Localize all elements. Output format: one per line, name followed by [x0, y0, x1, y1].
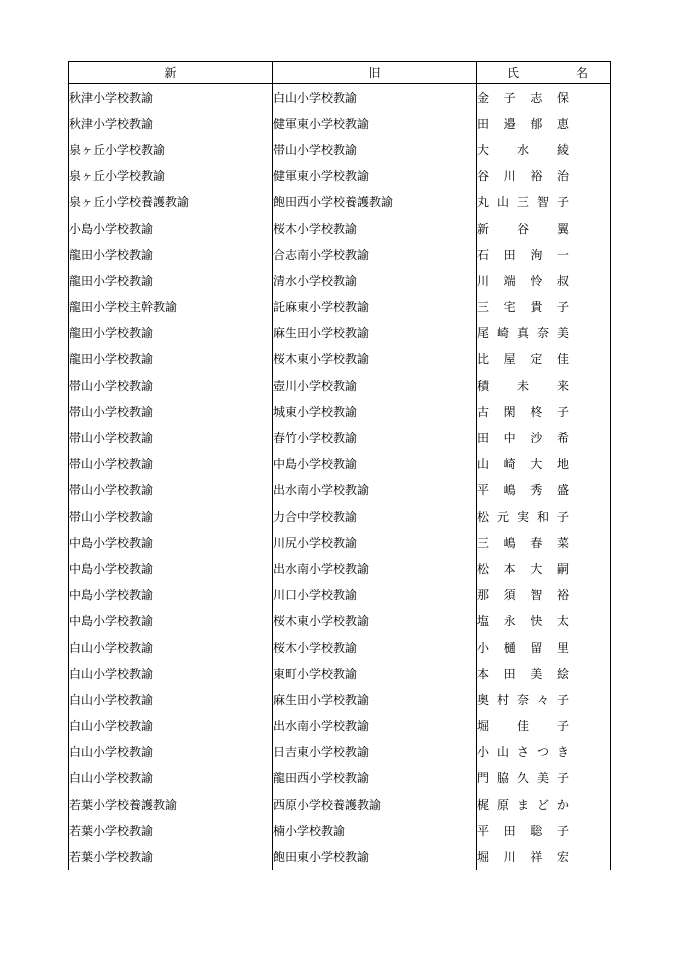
old-position-cell: 力合中学校教諭 — [273, 503, 477, 529]
person-name-char: 秀 — [530, 483, 543, 498]
new-position-cell: 若葉小学校教諭 — [69, 843, 273, 869]
person-name-char: 佳 — [516, 719, 529, 734]
person-name-char: 古 — [477, 404, 490, 419]
person-name-char: 金 — [477, 90, 490, 105]
person-name-char: 山 — [496, 745, 509, 760]
person-name-char: 智 — [536, 195, 549, 210]
person-name-char: 堀 — [477, 719, 490, 734]
person-name-cell — [477, 713, 611, 739]
person-name-char: 宏 — [556, 850, 569, 865]
table-row — [69, 634, 611, 660]
personnel-transfer-table-container — [68, 61, 610, 870]
old-position-cell: 健軍東小学校教諭 — [273, 163, 477, 189]
old-position-cell: 健軍東小学校教諭 — [273, 110, 477, 136]
person-name-char: 保 — [556, 90, 569, 105]
person-name — [477, 350, 569, 367]
person-name-cell — [477, 503, 611, 529]
old-position-cell: 東町小学校教諭 — [273, 660, 477, 686]
person-name-char: 田 — [503, 666, 516, 681]
person-name-char: 美 — [530, 666, 543, 681]
person-name-char: 塩 — [477, 614, 490, 629]
new-position-cell: 中島小学校教諭 — [69, 555, 273, 581]
new-position-cell: 白山小学校教諭 — [69, 634, 273, 660]
person-name-char: 絵 — [556, 666, 569, 681]
person-name-char: 平 — [477, 823, 490, 838]
person-name-char: 聡 — [530, 823, 543, 838]
person-name-char: 嶋 — [503, 483, 516, 498]
person-name-char: 平 — [477, 483, 490, 498]
person-name-char: 奥 — [477, 692, 490, 707]
table-row — [69, 320, 611, 346]
old-position-cell: 龍田西小学校教諭 — [273, 765, 477, 791]
person-name — [477, 141, 569, 158]
person-name — [477, 534, 569, 551]
person-name-char: 川 — [503, 169, 516, 184]
table-row — [69, 451, 611, 477]
person-name-cell — [477, 163, 611, 189]
person-name-char: 尾 — [477, 326, 490, 341]
old-position-cell: 出水南小学校教諭 — [273, 477, 477, 503]
table-header — [69, 62, 611, 84]
person-name — [477, 560, 569, 577]
new-position-cell: 中島小学校教諭 — [69, 608, 273, 634]
person-name-cell — [477, 529, 611, 555]
person-name-char: 洵 — [530, 247, 543, 262]
table-row — [69, 372, 611, 398]
table-row — [69, 686, 611, 712]
old-position-cell: 春竹小学校教諭 — [273, 424, 477, 450]
person-name-char: 脇 — [496, 771, 509, 786]
person-name-char: 丸 — [477, 195, 490, 210]
person-name-char: 実 — [516, 509, 529, 524]
personnel-transfer-table — [68, 61, 611, 870]
table-row — [69, 424, 611, 450]
table-row — [69, 477, 611, 503]
old-position-cell: 壺川小学校教諭 — [273, 372, 477, 398]
person-name-char: 沙 — [530, 431, 543, 446]
new-position-cell: 帯山小学校教諭 — [69, 503, 273, 529]
person-name-char: 山 — [496, 195, 509, 210]
person-name-char: 三 — [516, 195, 529, 210]
person-name-char: 未 — [516, 378, 529, 393]
table-row — [69, 189, 611, 215]
table-row — [69, 267, 611, 293]
person-name-cell — [477, 817, 611, 843]
person-name-cell — [477, 739, 611, 765]
person-name-char: 本 — [503, 561, 516, 576]
person-name — [477, 508, 569, 525]
person-name-cell — [477, 189, 611, 215]
person-name-char: 智 — [530, 588, 543, 603]
person-name-cell — [477, 686, 611, 712]
table-row — [69, 398, 611, 424]
person-name — [477, 481, 569, 498]
old-position-cell: 飽田東小学校教諭 — [273, 843, 477, 869]
table-row — [69, 555, 611, 581]
new-position-cell: 泉ヶ丘小学校教諭 — [69, 136, 273, 162]
person-name-char: 永 — [503, 614, 516, 629]
old-position-cell: 麻生田小学校教諭 — [273, 686, 477, 712]
person-name-cell — [477, 451, 611, 477]
person-name-char: 門 — [477, 771, 490, 786]
person-name-char: 佳 — [556, 352, 569, 367]
person-name-char: 嶋 — [503, 535, 516, 550]
person-name — [477, 429, 569, 446]
person-name — [477, 717, 569, 734]
old-position-cell: 桜木東小学校教諭 — [273, 608, 477, 634]
person-name-cell — [477, 398, 611, 424]
person-name-char: さ — [516, 745, 529, 760]
person-name-char: 子 — [556, 771, 569, 786]
new-position-cell: 白山小学校教諭 — [69, 713, 273, 739]
person-name-cell — [477, 555, 611, 581]
person-name-char: 崎 — [496, 326, 509, 341]
person-name — [477, 377, 569, 394]
person-name-char: 宅 — [503, 300, 516, 315]
person-name — [477, 115, 569, 132]
person-name-char: 谷 — [516, 221, 529, 236]
header-new-position: 新 — [69, 62, 273, 84]
old-position-cell: 中島小学校教諭 — [273, 451, 477, 477]
old-position-cell: 日吉東小学校教諭 — [273, 739, 477, 765]
old-position-cell: 白山小学校教諭 — [273, 84, 477, 111]
person-name-char: 希 — [556, 431, 569, 446]
new-position-cell: 帯山小学校教諭 — [69, 451, 273, 477]
person-name-char: 田 — [477, 116, 490, 131]
old-position-cell: 桜木小学校教諭 — [273, 634, 477, 660]
person-name-char: 小 — [477, 640, 490, 655]
person-name-char: 貴 — [530, 300, 543, 315]
new-position-cell: 中島小学校教諭 — [69, 529, 273, 555]
person-name-char: 松 — [477, 509, 490, 524]
old-position-cell: 西原小学校養護教諭 — [273, 791, 477, 817]
table-row — [69, 110, 611, 136]
person-name-char: 子 — [556, 692, 569, 707]
person-name-char: 盛 — [556, 483, 569, 498]
person-name-char: 一 — [556, 247, 569, 262]
new-position-cell: 秋津小学校教諭 — [69, 84, 273, 111]
new-position-cell: 帯山小学校教諭 — [69, 398, 273, 424]
person-name-char: 石 — [477, 247, 490, 262]
table-row — [69, 608, 611, 634]
person-name — [477, 848, 569, 865]
person-name-char: 大 — [530, 561, 543, 576]
old-position-cell: 飽田西小学校養護教諭 — [273, 189, 477, 215]
person-name-char: 奈 — [516, 692, 529, 707]
person-name-char: 奈 — [536, 326, 549, 341]
person-name-char: 祥 — [530, 850, 543, 865]
person-name-char: 本 — [477, 666, 490, 681]
new-position-cell: 龍田小学校教諭 — [69, 320, 273, 346]
old-position-cell: 出水南小学校教諭 — [273, 713, 477, 739]
old-position-cell: 城東小学校教諭 — [273, 398, 477, 424]
person-name-char: ど — [536, 797, 549, 812]
person-name-char: 叔 — [556, 273, 569, 288]
table-row — [69, 503, 611, 529]
table-row — [69, 136, 611, 162]
person-name-char: 菜 — [556, 535, 569, 550]
person-name-char: 屋 — [503, 352, 516, 367]
person-name-cell — [477, 320, 611, 346]
table-row — [69, 529, 611, 555]
person-name-char: 村 — [496, 692, 509, 707]
old-position-cell: 桜木東小学校教諭 — [273, 346, 477, 372]
new-position-cell: 龍田小学校教諭 — [69, 241, 273, 267]
person-name-char: 梶 — [477, 797, 490, 812]
person-name-cell — [477, 241, 611, 267]
person-name-char: 閑 — [503, 404, 516, 419]
person-name-char: 美 — [536, 771, 549, 786]
person-name-char: 来 — [556, 378, 569, 393]
person-name-char: 々 — [536, 692, 549, 707]
new-position-cell: 小島小学校教諭 — [69, 215, 273, 241]
table-row — [69, 84, 611, 111]
header-name-char-1: 氏 — [507, 66, 520, 80]
new-position-cell: 泉ヶ丘小学校養護教諭 — [69, 189, 273, 215]
person-name-char: 田 — [503, 247, 516, 262]
person-name-char: 新 — [477, 221, 490, 236]
table-row — [69, 713, 611, 739]
person-name-char: 積 — [477, 378, 490, 393]
person-name-cell — [477, 424, 611, 450]
header-name-char-2: 名 — [575, 66, 588, 80]
header-old-position: 旧 — [273, 62, 477, 84]
person-name-char: 裕 — [530, 169, 543, 184]
old-position-cell: 桜木小学校教諭 — [273, 215, 477, 241]
person-name-cell — [477, 372, 611, 398]
new-position-cell: 秋津小学校教諭 — [69, 110, 273, 136]
person-name-char: ま — [516, 797, 529, 812]
person-name-cell — [477, 84, 611, 111]
old-position-cell: 合志南小学校教諭 — [273, 241, 477, 267]
person-name-cell — [477, 634, 611, 660]
person-name — [477, 272, 569, 289]
new-position-cell: 白山小学校教諭 — [69, 686, 273, 712]
old-position-cell: 川尻小学校教諭 — [273, 529, 477, 555]
person-name — [477, 324, 569, 341]
person-name-char: 真 — [516, 326, 529, 341]
person-name-char: 小 — [477, 745, 490, 760]
person-name-char: 美 — [556, 326, 569, 341]
table-row — [69, 582, 611, 608]
table-body — [69, 84, 611, 870]
person-name-char: 里 — [556, 640, 569, 655]
new-position-cell: 中島小学校教諭 — [69, 582, 273, 608]
new-position-cell: 白山小学校教諭 — [69, 739, 273, 765]
person-name — [477, 298, 569, 315]
person-name — [477, 691, 569, 708]
table-row — [69, 163, 611, 189]
person-name — [477, 639, 569, 656]
person-name-char: 子 — [556, 300, 569, 315]
person-name-char: 恵 — [556, 116, 569, 131]
person-name-char: 水 — [516, 142, 529, 157]
table-row — [69, 817, 611, 843]
person-name-char: 治 — [556, 169, 569, 184]
person-name-char: 崎 — [503, 457, 516, 472]
person-name — [477, 665, 569, 682]
old-position-cell: 麻生田小学校教諭 — [273, 320, 477, 346]
header-name-wrap — [477, 64, 610, 81]
table-row — [69, 765, 611, 791]
person-name-char: つ — [536, 745, 549, 760]
person-name-char: 中 — [503, 431, 516, 446]
new-position-cell: 若葉小学校養護教諭 — [69, 791, 273, 817]
new-position-cell: 帯山小学校教諭 — [69, 372, 273, 398]
person-name-char: 春 — [530, 535, 543, 550]
new-position-cell: 白山小学校教諭 — [69, 660, 273, 686]
person-name — [477, 220, 569, 237]
person-name-cell — [477, 582, 611, 608]
person-name-char: 須 — [503, 588, 516, 603]
person-name-char: 田 — [477, 431, 490, 446]
new-position-cell: 帯山小学校教諭 — [69, 424, 273, 450]
person-name-char: 比 — [477, 352, 490, 367]
new-position-cell: 帯山小学校教諭 — [69, 477, 273, 503]
person-name-cell — [477, 267, 611, 293]
person-name-char: 太 — [556, 614, 569, 629]
person-name-char: 田 — [503, 823, 516, 838]
person-name-char: 子 — [556, 719, 569, 734]
person-name-char: 川 — [477, 273, 490, 288]
person-name — [477, 822, 569, 839]
person-name — [477, 612, 569, 629]
table-row — [69, 215, 611, 241]
new-position-cell: 泉ヶ丘小学校教諭 — [69, 163, 273, 189]
person-name-char: 谷 — [477, 169, 490, 184]
person-name-char: 快 — [530, 614, 543, 629]
person-name-char: 那 — [477, 588, 490, 603]
old-position-cell: 託麻東小学校教諭 — [273, 294, 477, 320]
person-name — [477, 769, 569, 786]
person-name-cell — [477, 660, 611, 686]
table-row — [69, 791, 611, 817]
person-name-char: 三 — [477, 535, 490, 550]
person-name-cell — [477, 791, 611, 817]
person-name-cell — [477, 294, 611, 320]
person-name — [477, 89, 569, 106]
person-name-char: 翼 — [556, 221, 569, 236]
person-name — [477, 743, 569, 760]
person-name-cell — [477, 136, 611, 162]
person-name-char: 裕 — [556, 588, 569, 603]
person-name-char: 邉 — [503, 116, 516, 131]
table-row — [69, 241, 611, 267]
person-name-char: 留 — [530, 640, 543, 655]
new-position-cell: 龍田小学校教諭 — [69, 267, 273, 293]
person-name-cell — [477, 346, 611, 372]
table-row — [69, 294, 611, 320]
new-position-cell: 龍田小学校主幹教諭 — [69, 294, 273, 320]
table-row — [69, 739, 611, 765]
person-name-char: 子 — [556, 195, 569, 210]
new-position-cell: 白山小学校教諭 — [69, 765, 273, 791]
person-name-char: か — [556, 797, 569, 812]
person-name-char: 地 — [556, 457, 569, 472]
person-name-cell — [477, 110, 611, 136]
person-name-char: 堀 — [477, 850, 490, 865]
person-name-char: 大 — [530, 457, 543, 472]
header-row — [69, 62, 611, 84]
person-name-cell — [477, 477, 611, 503]
person-name-char: 川 — [503, 850, 516, 865]
old-position-cell: 川口小学校教諭 — [273, 582, 477, 608]
person-name-char: 久 — [516, 771, 529, 786]
person-name — [477, 796, 569, 813]
person-name-char: 嗣 — [556, 561, 569, 576]
new-position-cell: 若葉小学校教諭 — [69, 817, 273, 843]
person-name-char: 郁 — [530, 116, 543, 131]
person-name-char: 原 — [496, 797, 509, 812]
person-name-char: 松 — [477, 561, 490, 576]
person-name-char: 子 — [556, 404, 569, 419]
new-position-cell: 龍田小学校教諭 — [69, 346, 273, 372]
person-name-char: 定 — [530, 352, 543, 367]
person-name — [477, 586, 569, 603]
person-name-char: 怜 — [530, 273, 543, 288]
person-name-char: 子 — [503, 90, 516, 105]
old-position-cell: 帯山小学校教諭 — [273, 136, 477, 162]
person-name-char: 子 — [556, 509, 569, 524]
person-name-char: 樋 — [503, 640, 516, 655]
person-name-cell — [477, 765, 611, 791]
person-name-char: 子 — [556, 823, 569, 838]
person-name-char: 端 — [503, 273, 516, 288]
person-name — [477, 403, 569, 420]
table-row — [69, 346, 611, 372]
person-name-char: 三 — [477, 300, 490, 315]
person-name-char: 元 — [496, 509, 509, 524]
person-name-char: 志 — [530, 90, 543, 105]
person-name-char: 和 — [536, 509, 549, 524]
header-name — [477, 62, 611, 84]
person-name-char: 山 — [477, 457, 490, 472]
person-name-char: き — [556, 745, 569, 760]
person-name — [477, 167, 569, 184]
person-name — [477, 193, 569, 210]
person-name-cell — [477, 215, 611, 241]
person-name-cell — [477, 843, 611, 869]
table-row — [69, 660, 611, 686]
person-name-char: 大 — [477, 142, 490, 157]
old-position-cell: 清水小学校教諭 — [273, 267, 477, 293]
person-name — [477, 246, 569, 263]
person-name-char: 綾 — [556, 142, 569, 157]
person-name-cell — [477, 608, 611, 634]
old-position-cell: 出水南小学校教諭 — [273, 555, 477, 581]
table-row — [69, 843, 611, 869]
person-name — [477, 455, 569, 472]
person-name-char: 柊 — [530, 404, 543, 419]
old-position-cell: 楠小学校教諭 — [273, 817, 477, 843]
